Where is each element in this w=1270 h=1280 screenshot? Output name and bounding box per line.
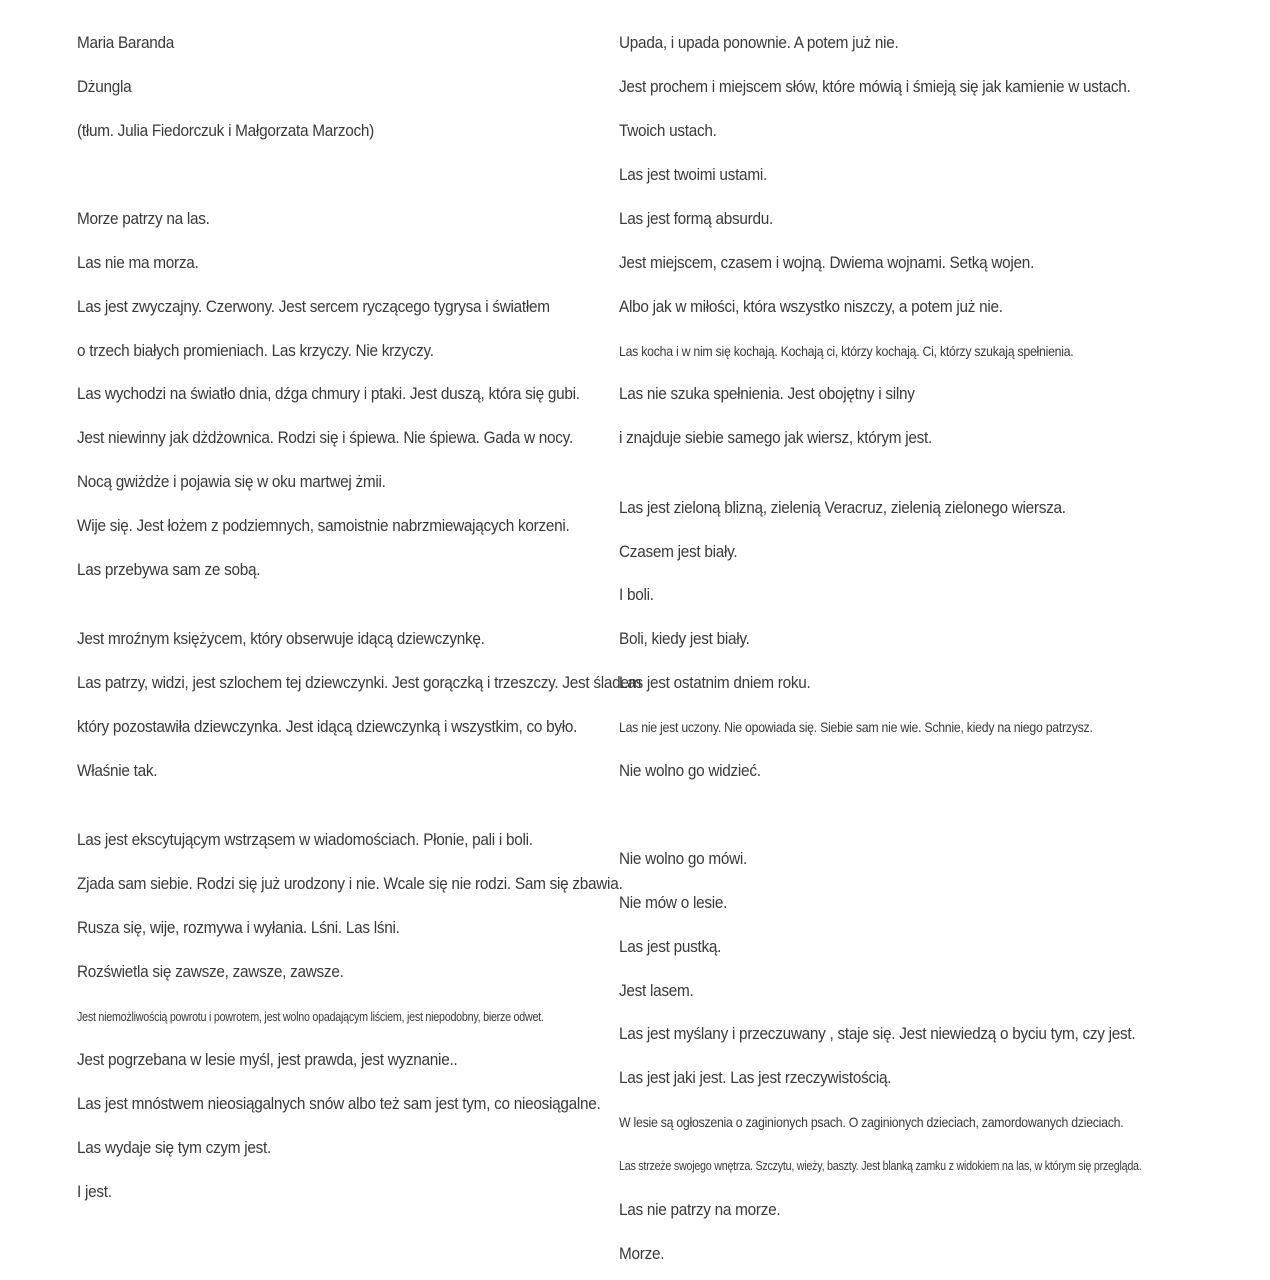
poem-line: i znajduje siebie samego jak wiersz, którym jest. [619, 429, 932, 447]
poem-line: Las jest myślany i przeczuwany , staje się. Jest niewiedzą o byciu tym, czy jest. [619, 1025, 1136, 1043]
poem-line: Morze patrzy na las. [77, 210, 210, 228]
poem-line: Nie wolno go widzieć. [619, 762, 761, 780]
poem-line: W lesie są ogłoszenia o zaginionych psach. O zaginionych dzieciach, zamordowanych dzieciach. [619, 1114, 1124, 1130]
poem-line: Jest niemożliwością powrotu i powrotem, jest wolno opadającym liściem, jest niepodobny, bierze odwet. [77, 1010, 544, 1024]
poem-line: Albo jak w miłości, która wszystko niszczy, a potem już nie. [619, 298, 1003, 316]
poem-title: Dżungla [77, 78, 132, 96]
poem-line: Las nie szuka spełnienia. Jest obojętny i silny [619, 385, 915, 403]
poem-line: Twoich ustach. [619, 122, 717, 140]
poem-line: Las jest zieloną blizną, zielenią Veracruz, zielenią zielonego wiersza. [619, 499, 1066, 517]
poem-line: Zjada sam siebie. Rodzi się już urodzony i nie. Wcale się nie rodzi. Sam się zbawia. [77, 875, 623, 893]
poem-line: Upada, i upada ponownie. A potem już nie. [619, 34, 899, 52]
poem-line: Las jest formą absurdu. [619, 210, 773, 228]
poem-line: o trzech białych promieniach. Las krzyczy. Nie krzyczy. [77, 342, 434, 360]
poem-line: Las wychodzi na światło dnia, dźga chmury i ptaki. Jest duszą, która się gubi. [77, 385, 580, 403]
poem-line: Las patrzy, widzi, jest szlochem tej dziewczynki. Jest gorączką i trzeszczy. Jest śladem [77, 674, 642, 692]
poem-line: Nie wolno go mówi. [619, 850, 748, 868]
poem-line: Rusza się, wije, rozmywa i wyłania. Lśni. Las lśni. [77, 919, 400, 937]
poem-line: Las strzeże swojego wnętrza. Szczytu, wieży, baszty. Jest blanką zamku z widokiem na las, w którym się przegląda. [619, 1159, 1142, 1173]
poem-line: Las jest ekscytującym wstrząsem w wiadomościach. Płonie, pali i boli. [77, 831, 533, 849]
poem-line: Jest niewinny jak dżdżownica. Rodzi się i śpiewa. Nie śpiewa. Gada w nocy. [77, 429, 573, 447]
poem-line: Las jest jaki jest. Las jest rzeczywistością. [619, 1069, 892, 1087]
poem-line: Las kocha i w nim się kochają. Kochają ci, którzy kochają. Ci, którzy szukają spełnienia. [619, 343, 1074, 359]
poem-line: Boli, kiedy jest biały. [619, 630, 750, 648]
poem-line: Rozświetla się zawsze, zawsze, zawsze. [77, 963, 344, 981]
poem-line: Las jest mnóstwem nieosiągalnych snów albo też sam jest tym, co nieosiągalne. [77, 1095, 601, 1113]
poem-line: I jest. [77, 1183, 112, 1201]
poem-line: Las jest ostatnim dniem roku. [619, 674, 811, 692]
poem-line: Las nie patrzy na morze. [619, 1201, 781, 1219]
poem-line: I boli. [619, 586, 654, 604]
poem-line: Nie mów o lesie. [619, 894, 728, 912]
author-name: Maria Baranda [77, 34, 175, 52]
poem-line: Las jest pustką. [619, 938, 722, 956]
poem-line: Jest mroźnym księżycem, który obserwuje idącą dziewczynkę. [77, 630, 485, 648]
poem-line: Las jest zwyczajny. Czerwony. Jest sercem ryczącego tygrysa i światłem [77, 298, 550, 316]
translators-credit: (tłum. Julia Fiedorczuk i Małgorzata Marzoch) [77, 122, 375, 140]
poem-line: Las przebywa sam ze sobą. [77, 561, 261, 579]
poem-line: Jest lasem. [619, 982, 694, 1000]
poem-line: Morze. [619, 1245, 665, 1263]
poem-line: Jest miejscem, czasem i wojną. Dwiema wojnami. Setką wojen. [619, 254, 1035, 272]
poem-line: Wije się. Jest łożem z podziemnych, samoistnie nabrzmiewających korzeni. [77, 517, 570, 535]
poem-line: Jest pogrzebana w lesie myśl, jest prawda, jest wyznanie.. [77, 1051, 458, 1069]
poem-line: Jest prochem i miejscem słów, które mówią i śmieją się jak kamienie w ustach. [619, 78, 1131, 96]
poem-line: Las jest twoimi ustami. [619, 166, 767, 184]
poem-line: Las nie jest uczony. Nie opowiada się. Siebie sam nie wie. Schnie, kiedy na niego patrzysz. [619, 719, 1093, 735]
poem-line: Czasem jest biały. [619, 543, 738, 561]
poem-line: Las nie ma morza. [77, 254, 199, 272]
poem-line: Właśnie tak. [77, 762, 158, 780]
poem-line: Nocą gwiżdże i pojawia się w oku martwej żmii. [77, 473, 386, 491]
poem-line: Las wydaje się tym czym jest. [77, 1139, 272, 1157]
poem-line: który pozostawiła dziewczynka. Jest idącą dziewczynką i wszystkim, co było. [77, 718, 578, 736]
